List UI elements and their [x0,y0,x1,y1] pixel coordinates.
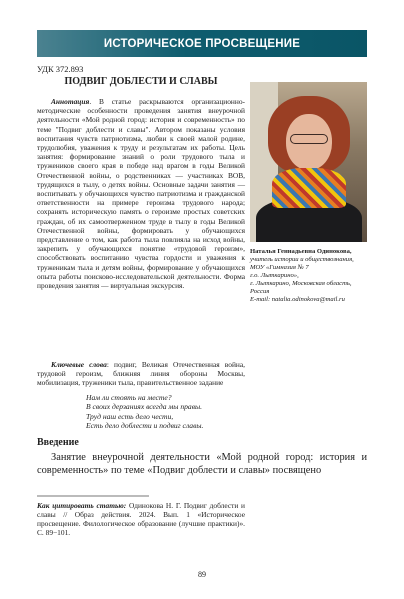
keywords [37,360,245,388]
author-name: Наталья Геннадьевна Одинокова, [250,248,352,255]
poem-line: Труд наш есть дело чести, [86,411,174,421]
abstract-label: Аннотация [51,97,90,106]
intro-paragraph: Занятие внеурочной деятельности «Мой родной город: история и современность» по теме «Подвиг доблести и славы» посвящено [37,452,367,477]
epigraph-poem [86,393,203,431]
author-line: г. Лыткарино, Московская область, [250,280,352,287]
author-info [250,248,372,304]
citation [37,501,245,537]
author-photo [250,82,367,242]
intro-heading: Введение [37,437,79,448]
abstract-text: . В статье раскрываются организационно-методические особенности проведения занятия внеурочной деятельности «Мой родной город: история и современность» по теме "Подвиг доблести и славы". Автором показаны условия воспитания чувств патриотизма, любви к своей малой родине, трудолюбия, уважения к труду и результатам их работы. Цель занятия: формирование знаний о роли трудового тыла и тружеников своего края в победе над врагом в годы Великой Отечественной войны, о родственниках — участниках ВОВ, трудящихся в тылу, о детях войны. Основные задачи занятия — воспитывать у обучающихся чувство патриотизма и гражданской ответственности на примере героизма трудового народа; сохранять историческую память о героизме простых советских граждан, об их самоотверженном труде в тылу в годы Великой Отечественной войны, формировать у обучающихся представление о том, как работа тыла повлияла на исход войны, закрепить у обучающихся понятие «трудовой героизм», способствовать воспитанию чувства гордости и уважения к труженикам тыла и детям войны, формирование у обучающихся опыта работы поисково-исследовательской деятельности. Форма проведения занятия — виртуальная экскурсия. [37,97,245,291]
section-title: ИСТОРИЧЕСКОЕ ПРОСВЕЩЕНИЕ [103,37,301,50]
poem-line: Есть дело доблести и подвиг славы. [86,421,204,431]
citation-label: Как цитировать статью: [37,501,127,510]
page-number: 89 [198,570,206,579]
article-title: ПОДВИГ ДОБЛЕСТИ И СЛАВЫ [64,76,218,87]
poem-line: В своих дерзаниях всегда мы правы. [86,402,203,412]
poem-line: Нам ли стоять на месте? [86,393,172,402]
udk-code: УДК 372.893 [37,64,84,74]
section-banner [37,30,367,57]
author-line: г.о. Лыткарино», [250,272,299,279]
author-email: E-mail: natalia.odinokova@mail.ru [250,296,345,303]
keywords-text: : подвиг, Великая Отечественная война, трудовой героизм, ближняя линия обороны Москвы, мобилизация, труженики тыла, правительственное задание [37,360,245,388]
author-line: Россия [250,288,270,295]
keywords-label: Ключевые слова [51,360,107,369]
author-line: МОУ «Гимназия № 7 [250,264,309,271]
citation-divider [37,495,149,497]
citation-text: Одинокова Н. Г. Подвиг доблести и славы // Образ действия. 2024. Вып. 1 «Историческое просвещение. Филологическое образование (лучшие практики)». С. 89−101. [37,501,245,537]
author-line: учитель истории и обществознания, [250,256,354,263]
abstract [37,97,245,290]
